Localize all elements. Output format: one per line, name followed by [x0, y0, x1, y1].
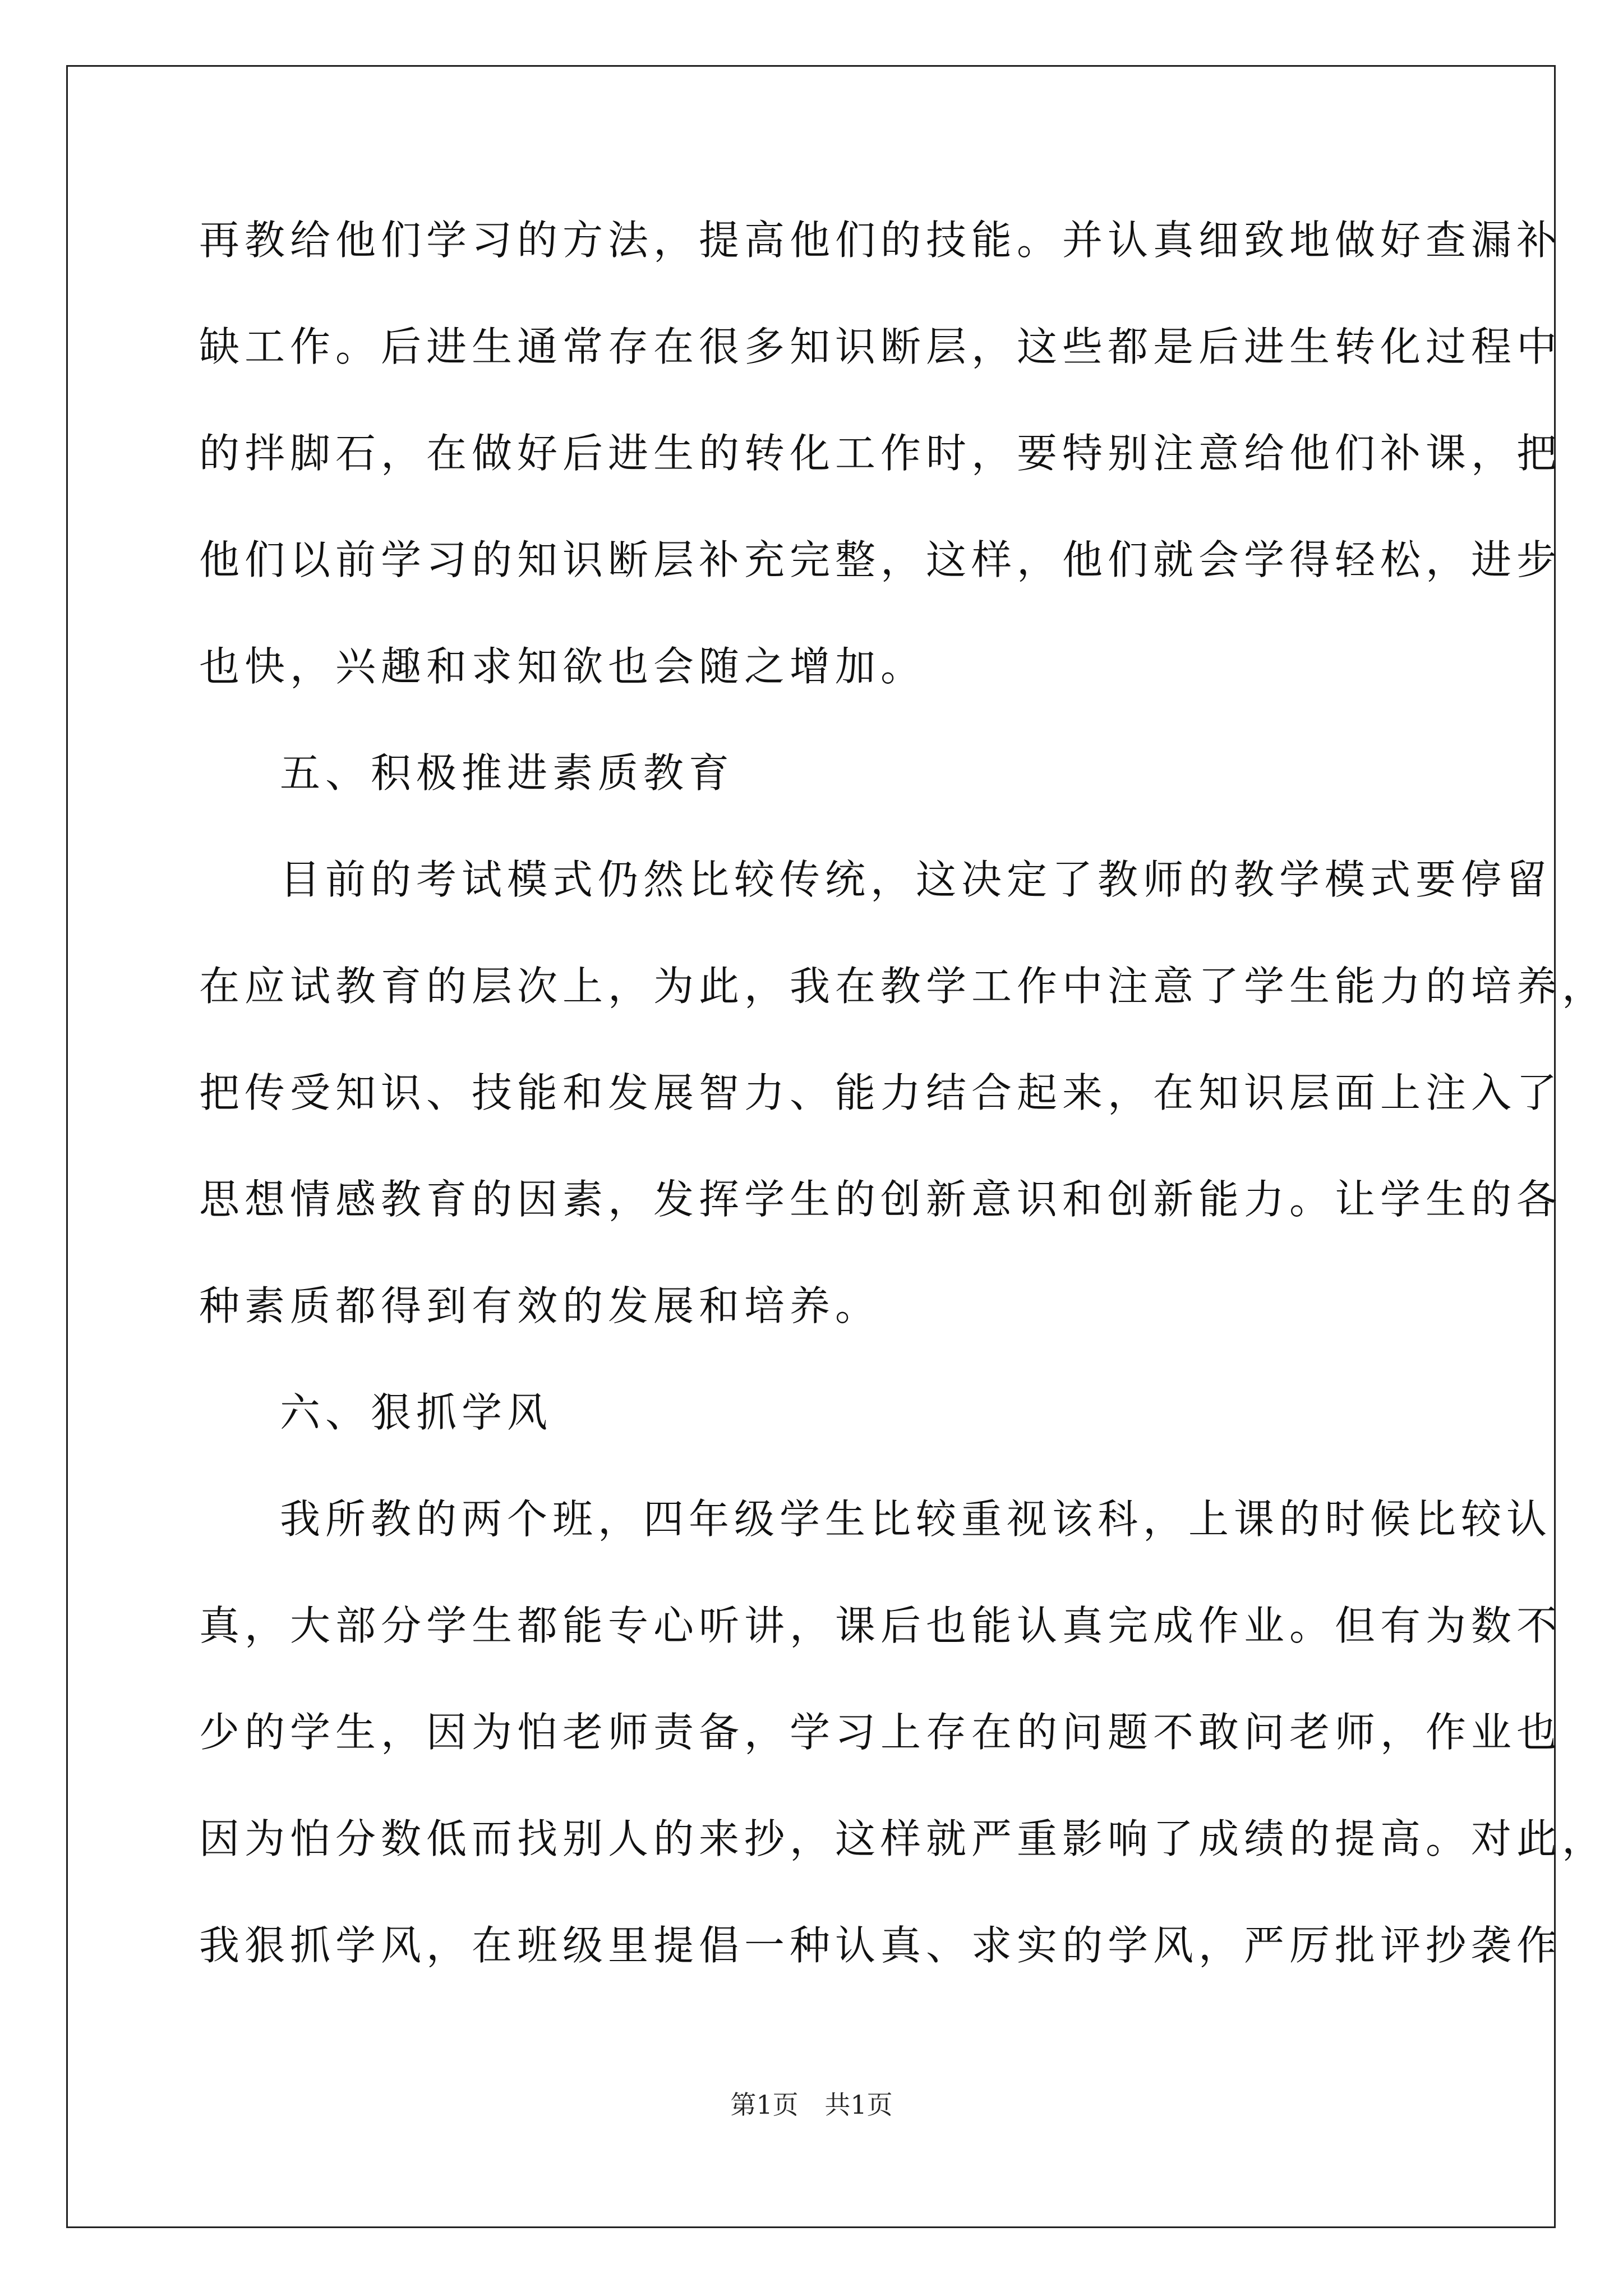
text-line: 因为怕分数低而找别人的来抄，这样就严重影响了成绩的提高。对此，: [199, 1815, 1608, 1862]
text-line: 真，大部分学生都能专心听讲，课后也能认真完成作业。但有为数不: [199, 1602, 1562, 1649]
text-line: 他们以前学习的知识断层补充完整，这样，他们就会学得轻松，进步: [199, 536, 1562, 583]
section-heading: 六、狠抓学风: [280, 1389, 553, 1436]
text-line: 也快，兴趣和求知欲也会随之增加。: [199, 643, 926, 690]
text-line: 少的学生，因为怕老师责备，学习上存在的问题不敢问老师，作业也: [199, 1709, 1562, 1756]
text-line: 在应试教育的层次上，为此，我在教学工作中注意了学生能力的培养，: [199, 963, 1608, 1010]
text-line: 我狠抓学风，在班级里提倡一种认真、求实的学风，严厉批评抄袭作: [199, 1922, 1562, 1969]
document-body: [199, 206, 1608, 2018]
text-line: 再教给他们学习的方法，提高他们的技能。并认真细致地做好查漏补: [199, 217, 1562, 264]
page-total: 共1页: [824, 2090, 893, 2120]
text-line: 把传受知识、技能和发展智力、能力结合起来，在知识层面上注入了: [199, 1069, 1562, 1116]
text-line: 我所教的两个班，四年级学生比较重视该科，上课的时候比较认: [280, 1496, 1552, 1543]
text-line: 思想情感教育的因素，发挥学生的创新意识和创新能力。让学生的各: [199, 1176, 1562, 1223]
text-line: 种素质都得到有效的发展和培养。: [199, 1282, 881, 1329]
page-number: 第1页: [730, 2090, 799, 2120]
text-line: 的拌脚石，在做好后进生的转化工作时，要特别注意给他们补课，把: [199, 430, 1562, 477]
text-line: 目前的考试模式仍然比较传统，这决定了教师的教学模式要停留: [280, 856, 1552, 903]
page-footer: [0, 2088, 1623, 2122]
text-line: 缺工作。后进生通常存在很多知识断层，这些都是后进生转化过程中: [199, 323, 1562, 370]
section-heading: 五、积极推进素质教育: [280, 749, 735, 797]
